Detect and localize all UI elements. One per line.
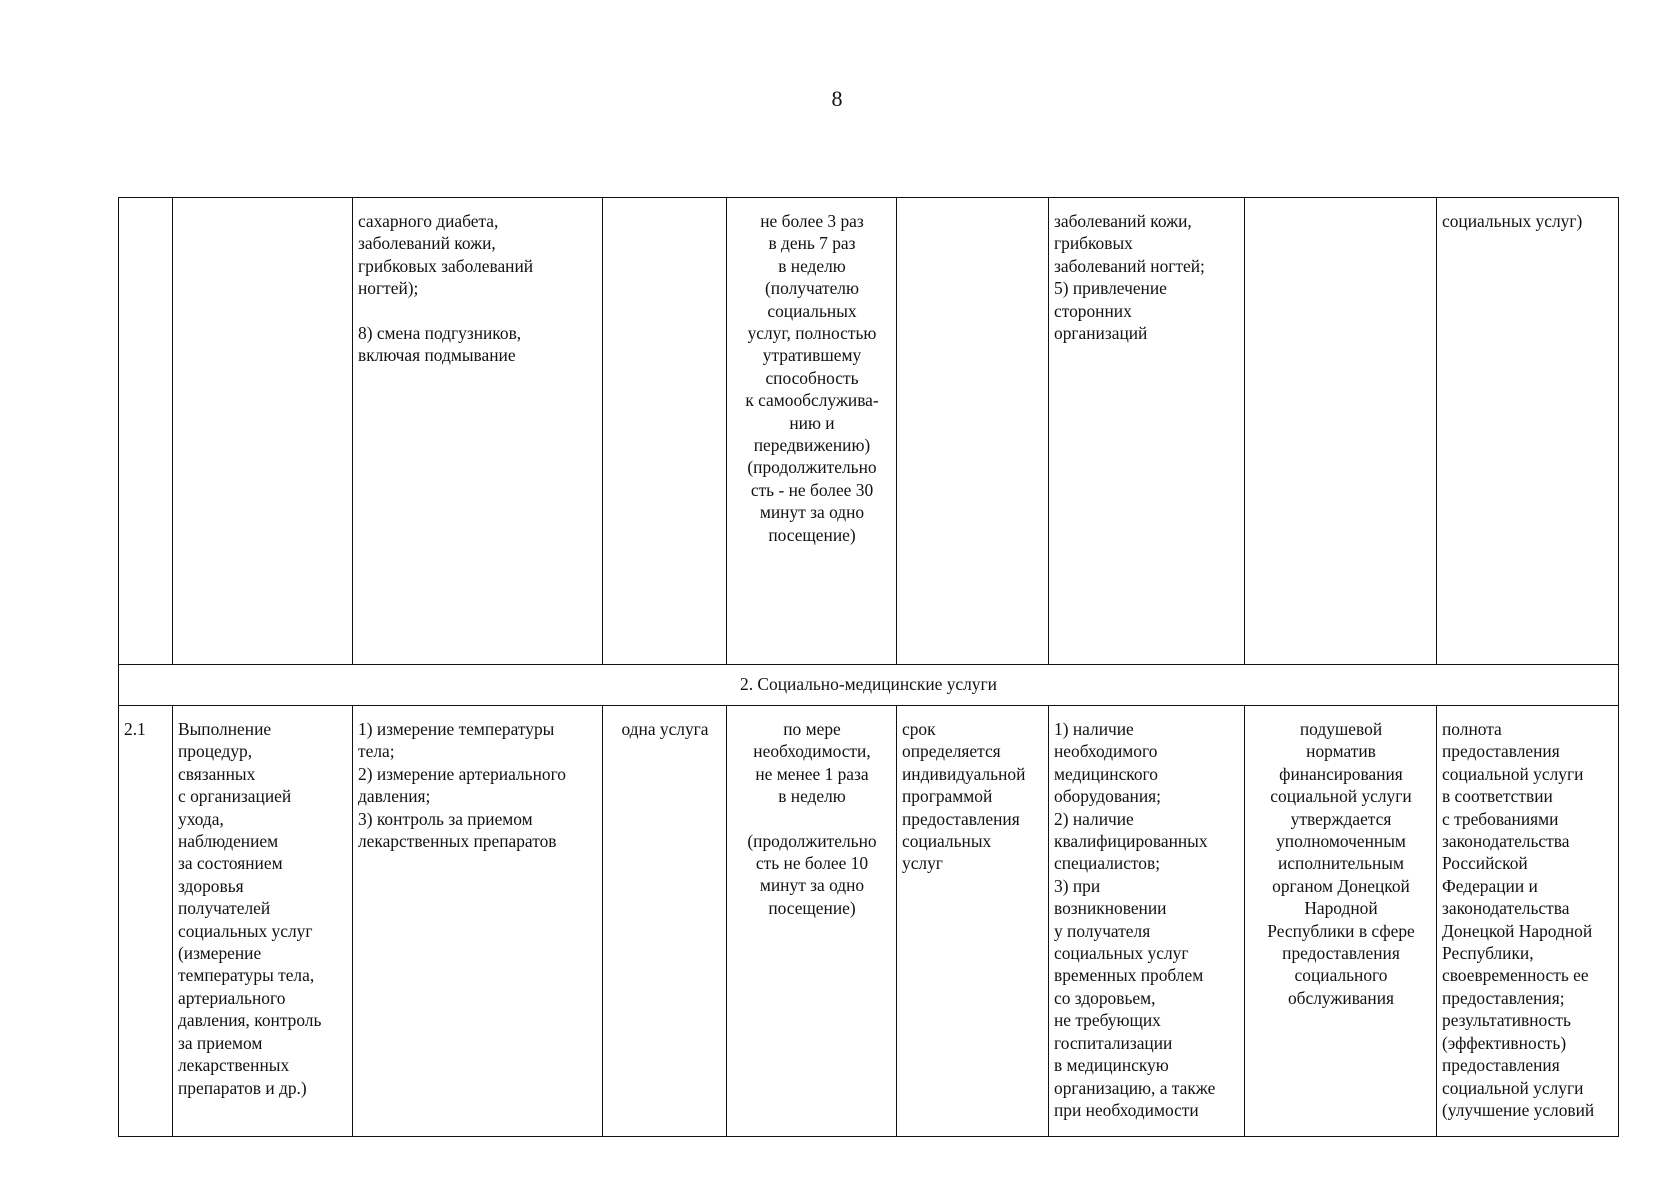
page-number: 8 [831, 86, 843, 111]
criteria-text: социальных услуг) [1442, 211, 1583, 231]
section-title: 2. Социально-медицинские услуги [119, 665, 1619, 706]
cell-volume [603, 198, 727, 665]
content-text: сахарного диабета, заболеваний кожи, грибковых заболеваний ногтей); [358, 211, 534, 299]
volume-text: одна услуга [621, 719, 709, 739]
cell-content [353, 706, 603, 1137]
table-row-2-1 [119, 706, 1619, 1137]
cell-conditions [1049, 706, 1245, 1137]
table-row-continuation [119, 198, 1619, 665]
content-item-8: 8) смена подгузников, включая подмывание [358, 322, 522, 366]
frequency-text: не более 3 раз в день 7 раз в неделю (получателю социальных услуг, полностью утратившему способность к самообслужива- нию и передвижению) (продолжительно сть - не более 30 минут за одно посещение) [745, 211, 879, 545]
cell-funding [1245, 706, 1437, 1137]
criteria-text: полнота предоставления социальной услуги в соответствии с требованиями законодательства Российской Федерации и законодательства Донецкой Народной Республики, своевременность ее предоставления; результативность (эффективность) предоставления социальной услуги (улучшение условий [1442, 719, 1595, 1120]
cell-service-name [173, 198, 353, 665]
cell-frequency [727, 198, 897, 665]
cell-num: 2.1 [119, 706, 173, 1137]
frequency-note: (продолжительно сть не более 10 минут за одно посещение) [747, 830, 877, 918]
cell-term [897, 198, 1049, 665]
cell-content [353, 198, 603, 665]
cell-volume [603, 706, 727, 1137]
services-table [118, 197, 1619, 1137]
conditions-text: 1) наличие необходимого медицинского оборудования; 2) наличие квалифицированных специалистов; 3) при возникновении у получателя социальных услуг временных проблем со здоровьем, не требующих госпитализации в медицинскую организацию, а также при необходимости [1054, 719, 1216, 1120]
cell-funding [1245, 198, 1437, 665]
content-text: 1) измерение температуры тела; 2) измерение артериального давления; 3) контроль за приемом лекарственных препаратов [358, 719, 566, 852]
cell-num [119, 198, 173, 665]
conditions-text: заболеваний кожи, грибковых заболеваний ногтей; 5) привлечение сторонних организаций [1054, 211, 1205, 344]
cell-criteria [1437, 198, 1619, 665]
cell-criteria [1437, 706, 1619, 1137]
term-text: срок определяется индивидуальной программой предоставления социальных услуг [902, 719, 1026, 874]
cell-service-name [173, 706, 353, 1137]
service-name-text: Выполнение процедур, связанных с организацией ухода, наблюдением за состоянием здоровья получателей социальных услуг (измерение температуры тела, артериального давления, контроль за приемом лекарственных препаратов и др.) [178, 719, 322, 1098]
section-row [119, 665, 1619, 706]
frequency-text: по мере необходимости, не менее 1 раза в неделю [753, 719, 871, 807]
cell-conditions [1049, 198, 1245, 665]
funding-text: подушевой норматив финансирования социальной услуги утверждается уполномоченным исполнительным органом Донецкой Народной Республики в сфере предоставления социального обслуживания [1267, 719, 1415, 1008]
cell-term [897, 706, 1049, 1137]
cell-frequency [727, 706, 897, 1137]
